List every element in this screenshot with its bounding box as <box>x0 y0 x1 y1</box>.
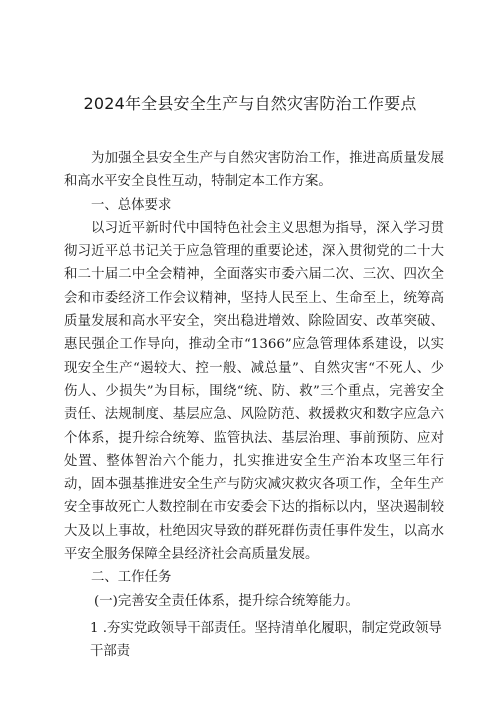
subsection-heading-safety-responsibility: (一)完善安全责任体系，提升综合统筹能力。 <box>94 593 359 609</box>
task-item-1: 1 .夯实党政领导干部责任。坚持清单化履职，制定党政领导干部责 <box>90 620 442 660</box>
intro-paragraph: 为加强全县安全生产与自然灾害防治工作，推进高质量发展和高水平安全良性互动，特制定本工作方案。 <box>64 151 444 190</box>
section-heading-general-requirements: 一、总体要求 <box>91 197 172 213</box>
document-title: 2024年全县安全生产与自然灾害防治工作要点 <box>83 94 417 113</box>
general-requirements-paragraph: 以习近平新时代中国特色社会主义思想为指导，深入学习贯彻习近平总书记关于应急管理的重要论述，深入贯彻党的二十大和二十届二中全会精神，全面落实市委六届二次、三次、四次全会和市委经济工作会议精神，坚持人民至上、生命至上，统筹高质量发展和高水平安全，突出稳进增效、除险固安、改革突破、惠民强企工作导向，推动全市“1366”应急管理体系建设，以实现安全生产“遏较大、控一般、减总量”、自然灾害“不死人、少伤人、少损失”为目标，围绕“统、防、救”三个重点，完善安全责任、法规制度、基层应急、风险防范、救援救灾和数字应急六个体系，提升综合统筹、监管执法、基层治理、事前预防、应对处置、整体智治六个能力，扎实推进安全生产治本攻坚三年行动，固本强基推进安全生产与防灾减灾救灾各项工作，全年生产安全事故死亡人数控制在市安委会下达的指标以内，坚决遏制较大及以上事故，杜绝因灾导致的群死群伤责任事件发生，以高水平安全服务保障全县经济社会高质量发展。 <box>64 220 444 563</box>
section-heading-work-tasks: 二、工作任务 <box>91 570 172 586</box>
document-body <box>64 147 444 664</box>
